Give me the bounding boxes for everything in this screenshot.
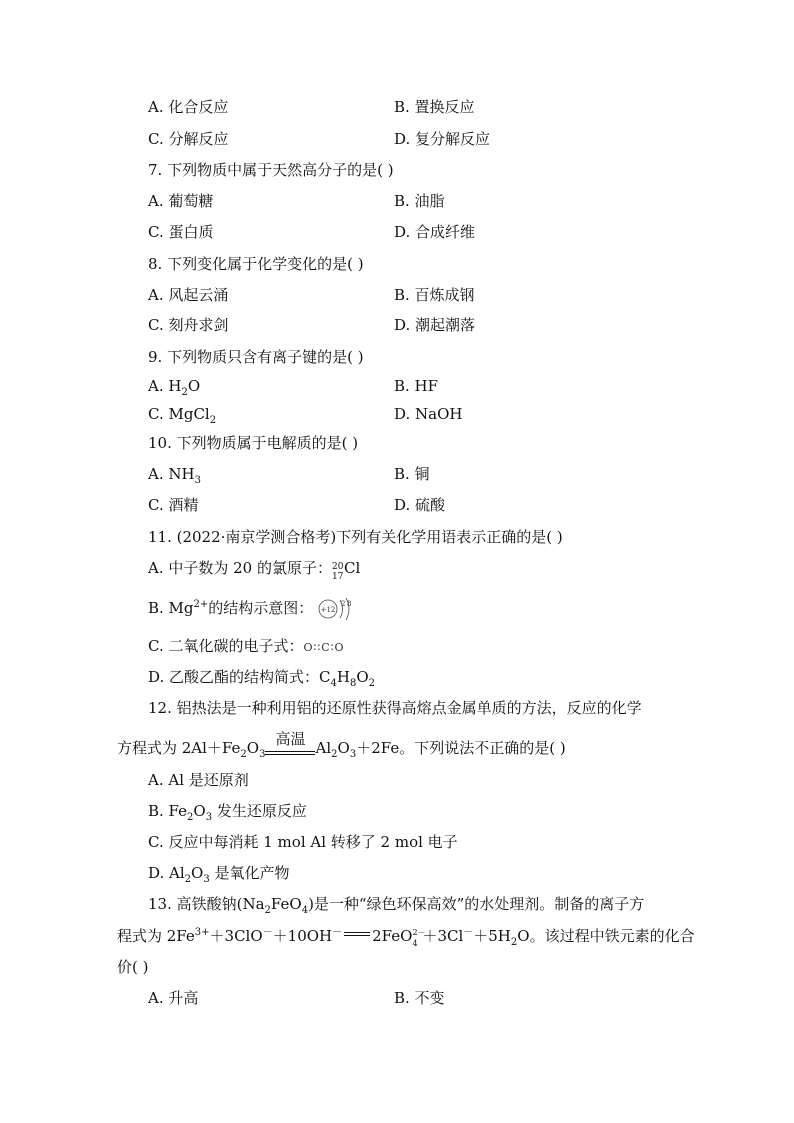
atom-structure-diagram	[318, 596, 358, 622]
q6-option-a: A. 化合反应	[148, 98, 229, 116]
q13-stem-end: 价( )	[117, 958, 149, 976]
q12-option-d: D. $Al_2O_3$ 是氧化产物	[148, 864, 290, 885]
shell-2-electrons: 8	[347, 600, 352, 608]
q10-option-c: C. 酒精	[148, 496, 199, 514]
reaction-condition: 高温	[265, 743, 315, 755]
q10-stem: 10. 下列物质属于电解质的是( )	[148, 434, 359, 452]
q12-equation-line: 方程式为 $2Al+Fe_2O_3$ 高温 $Al_2O_3+2Fe$。下列说法不正确的是( )	[117, 730, 566, 760]
q8-option-d: D. 潮起潮落	[394, 316, 476, 334]
q6-option-c: C. 分解反应	[148, 130, 229, 148]
q6-option-b: B. 置换反应	[394, 98, 475, 116]
q11-option-d: D. 乙酸乙酯的结构简式：$C_4H_8O_2$	[148, 668, 376, 689]
nucleus-charge: +12	[320, 606, 336, 614]
q7-option-a: A. 葡萄糖	[148, 192, 214, 210]
q8-stem: 8. 下列变化属于化学变化的是( )	[148, 255, 364, 273]
q13-equation-line: 程式为 $2Fe^{3+}+3ClO^-+10OH^-$ 2FeO 2－ 4 $+3Cl^-+5H_2O$。该过程中铁元素的化合	[117, 927, 695, 948]
q10-option-b: B. 铜	[394, 465, 430, 483]
q12-option-b: B. $Fe_2O_3$ 发生还原反应	[148, 802, 307, 823]
q8-option-b: B. 百炼成钢	[394, 286, 475, 304]
q12-option-c: C. 反应中每消耗 1 mol Al 转移了 2 mol 电子	[148, 833, 458, 851]
q7-option-d: D. 合成纤维	[394, 223, 476, 241]
q9-option-c: C. MgCl$_2$	[148, 405, 217, 426]
q10-option-d: D. 硫酸	[394, 496, 446, 514]
q9-option-d: D. NaOH	[394, 405, 463, 423]
q11-option-a: A. 中子数为 20 的氯原子： 20 17 Cl	[148, 559, 361, 582]
q8-option-c: C. 刻舟求剑	[148, 316, 229, 334]
shell-1-electrons: 2	[341, 600, 346, 608]
isotope-notation: 20 17	[332, 562, 344, 582]
q13-stem: 13. 高铁酸钠$(Na_2FeO_4)$是一种“绿色环保高效”的水处理剂。制备的离子方	[148, 895, 645, 916]
q13-option-a: A. 升高	[148, 989, 199, 1007]
q7-option-c: C. 蛋白质	[148, 223, 214, 241]
electron-formula: O∶∶C∶O	[303, 641, 345, 654]
q9-option-a: A. $H_2O$	[148, 377, 201, 398]
q9-stem: 9. 下列物质只含有离子键的是( )	[148, 348, 364, 366]
q9-option-b: B. HF	[394, 377, 439, 395]
q11-option-c: C. 二氧化碳的电子式：O∶∶C∶O	[148, 637, 345, 655]
equals-sign	[344, 932, 370, 936]
q13-option-b: B. 不变	[394, 989, 445, 1007]
q7-option-b: B. 油脂	[394, 192, 445, 210]
q6-option-d: D. 复分解反应	[394, 130, 491, 148]
q7-stem: 7. 下列物质中属于天然高分子的是( )	[148, 161, 394, 179]
q8-option-a: A. 风起云涌	[148, 286, 229, 304]
q12-stem: 12. 铝热法是一种利用铝的还原性获得高熔点金属单质的方法，反应的化学	[148, 699, 642, 717]
q10-option-a: A. $NH_3$	[148, 465, 201, 486]
q12-option-a: A. Al 是还原剂	[148, 771, 249, 789]
q11-stem: 11. (2022·南京学测合格考)下列有关化学用语表示正确的是( )	[148, 528, 563, 546]
q11-option-b: B. $Mg^{2+}$的结构示意图： +12 2 8	[148, 596, 358, 622]
